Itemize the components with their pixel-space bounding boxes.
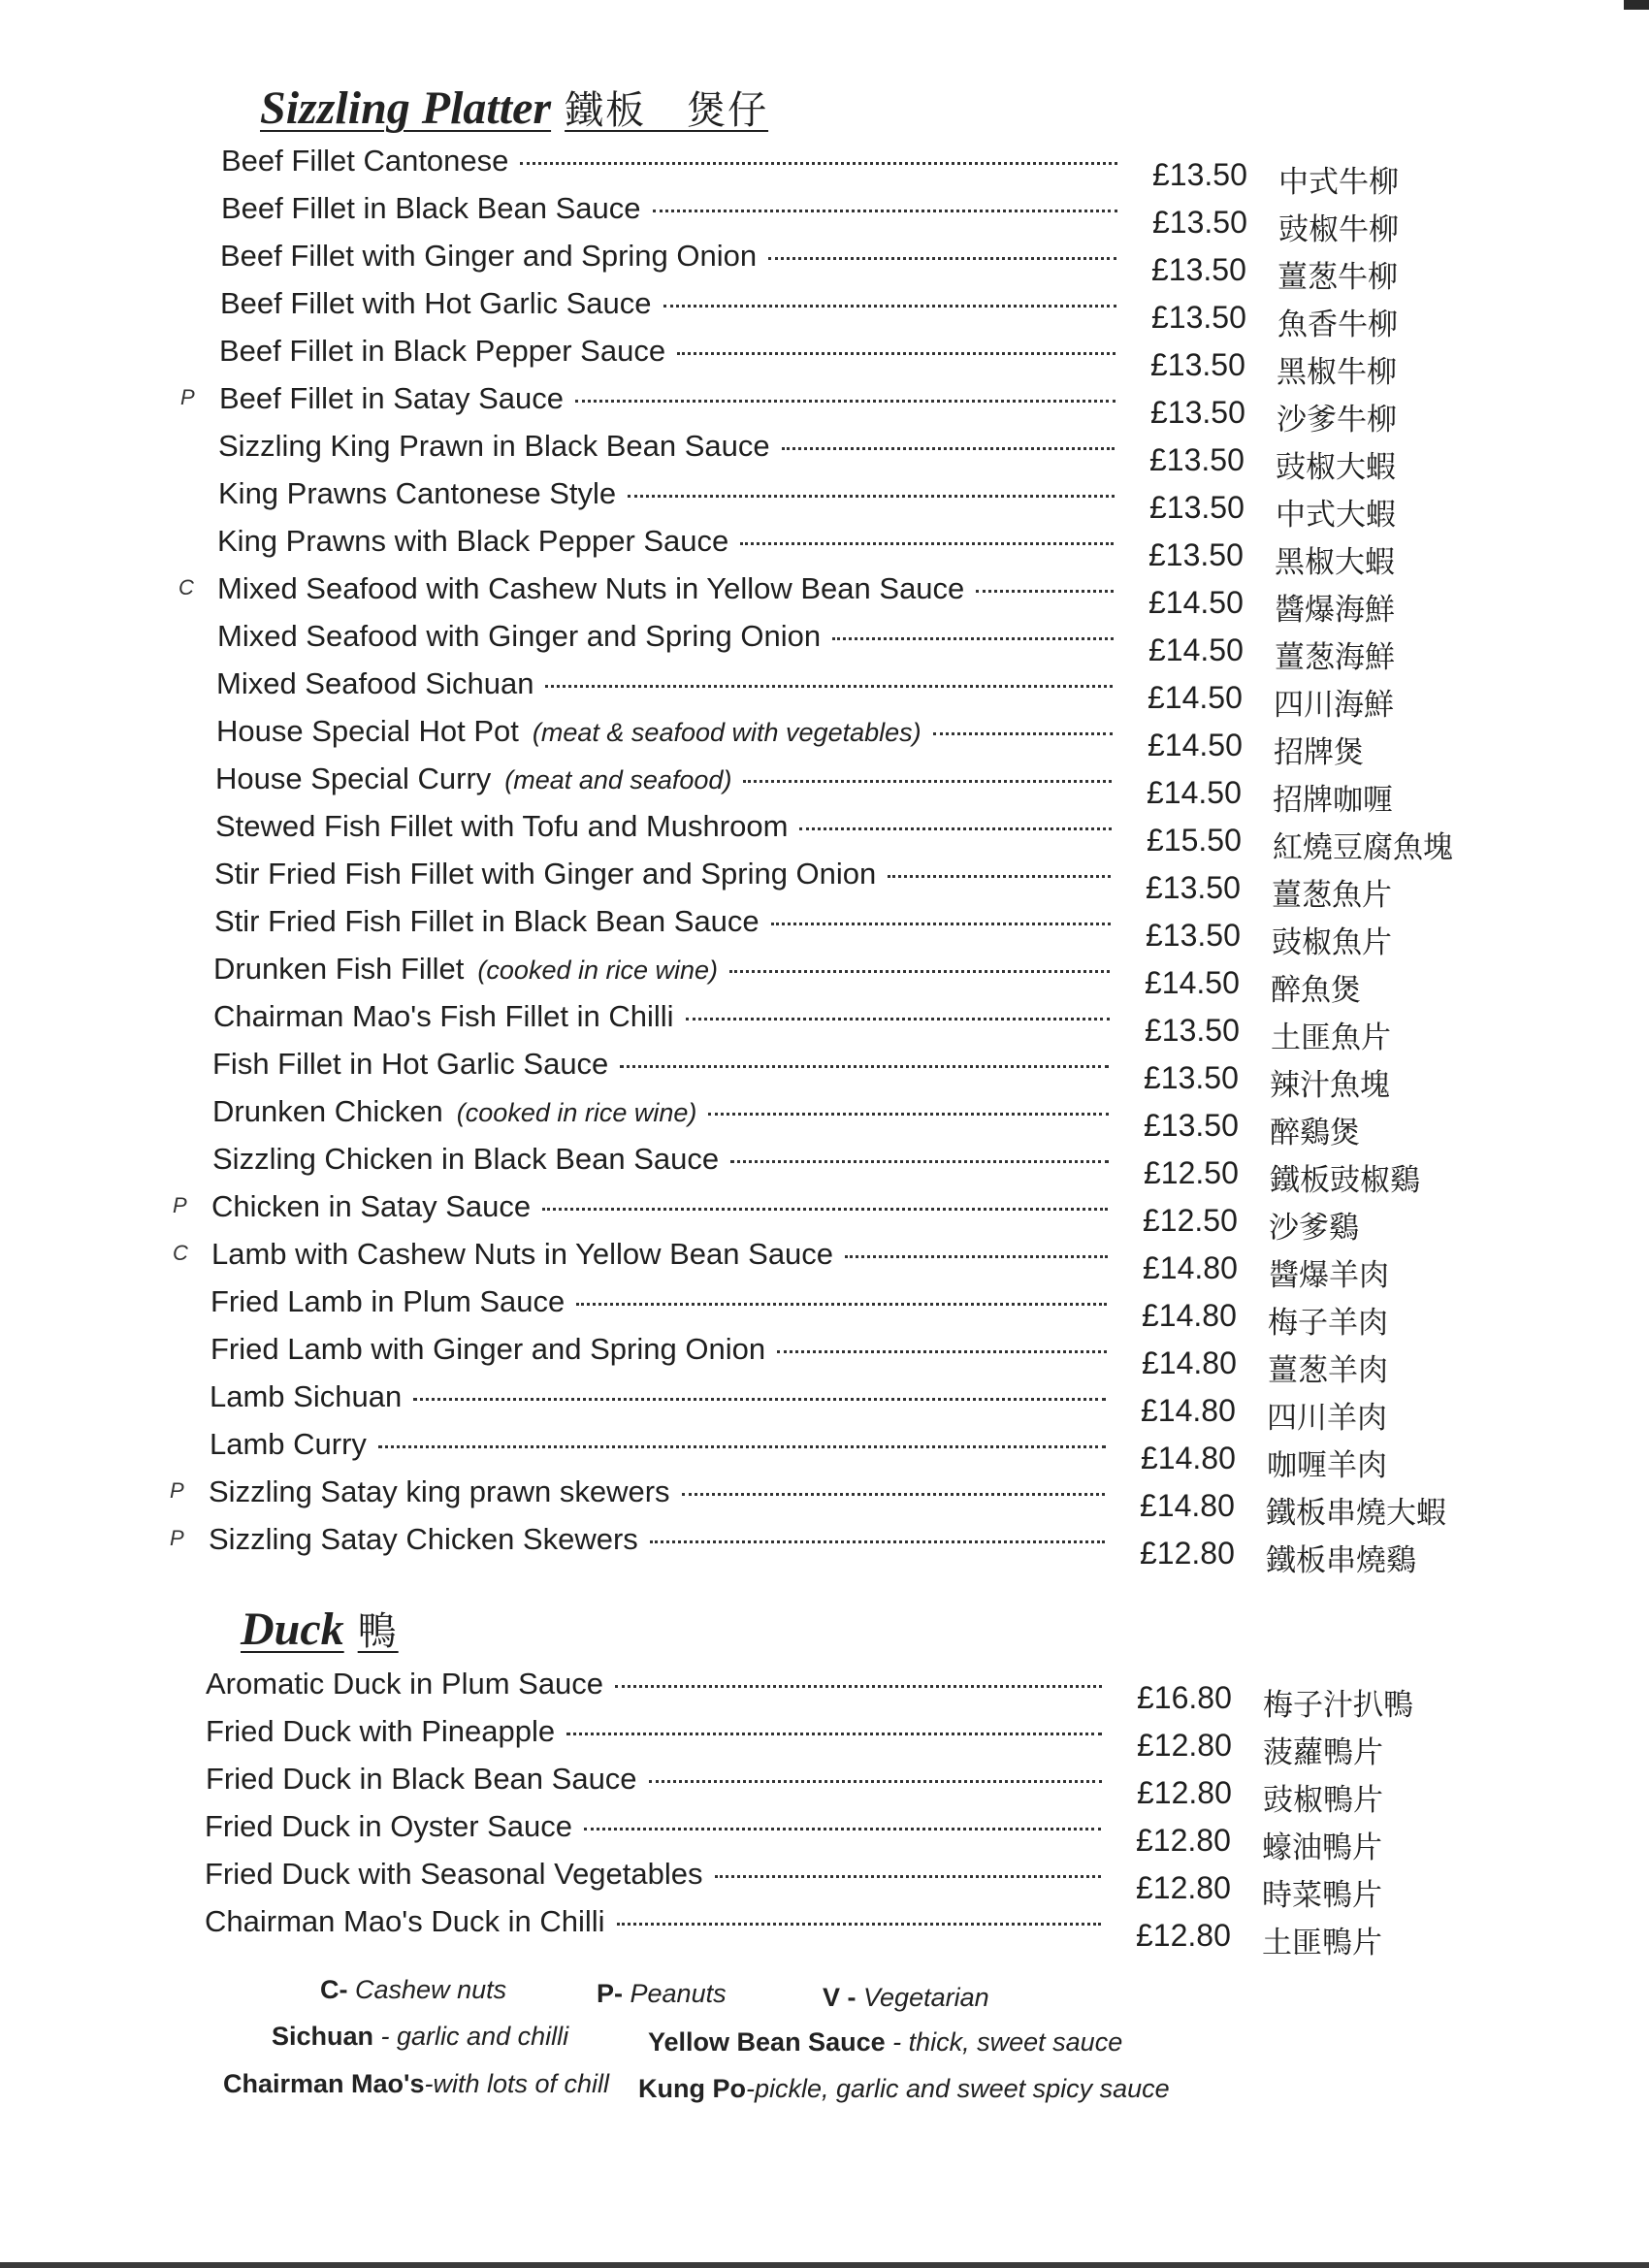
menu-item (178, 571, 1478, 628)
item-chinese-name: 黑椒大蝦 (1275, 545, 1395, 580)
scan-edge-mark (1624, 0, 1649, 10)
item-name-line (213, 999, 1116, 1038)
item-chinese-name: 薑葱海鮮 (1275, 640, 1395, 675)
menu-item (178, 714, 1477, 770)
dot-leader (615, 1684, 1102, 1688)
item-price: £14.80 (1141, 1393, 1236, 1428)
menu-item (167, 1714, 1467, 1770)
dot-leader (686, 1017, 1111, 1021)
menu-item (182, 191, 1482, 247)
menu-item (171, 1427, 1471, 1483)
dot-leader (771, 922, 1111, 925)
item-name-line (220, 239, 1122, 277)
item-chinese-name: 土匪魚片 (1271, 1021, 1391, 1055)
item-name: Lamb Sichuan (210, 1379, 403, 1413)
item-chinese-name: 咖喱羊肉 (1267, 1448, 1387, 1483)
item-price: £13.50 (1149, 490, 1245, 525)
item-chinese-name: 豉椒大蝦 (1276, 450, 1396, 485)
item-chinese-name: 招牌煲 (1274, 735, 1364, 770)
item-price: £14.80 (1140, 1488, 1235, 1523)
item-price: £15.50 (1147, 823, 1242, 858)
item-price: £13.50 (1144, 1060, 1239, 1095)
item-chinese-name: 沙爹牛柳 (1277, 403, 1397, 437)
item-chinese-name: 菠蘿鴨片 (1263, 1735, 1383, 1770)
menu-item (173, 1237, 1472, 1293)
item-chinese-name: 沙爹鷄 (1269, 1211, 1359, 1246)
item-chinese-name: 薑葱牛柳 (1277, 260, 1398, 295)
dot-leader (976, 589, 1114, 593)
menu-item (181, 239, 1481, 295)
item-name: Lamb Curry (210, 1427, 367, 1461)
item-name: Fish Fillet in Hot Garlic Sauce (212, 1047, 609, 1081)
item-price: £13.50 (1152, 157, 1247, 192)
legend-kung-po: Kung Po-pickle, garlic and sweet spicy sauce (638, 2074, 1170, 2103)
dot-leader (715, 1874, 1101, 1878)
dot-leader (729, 969, 1110, 973)
item-chinese-name: 醉魚煲 (1271, 973, 1361, 1008)
menu-item (166, 1904, 1466, 1960)
item-note: (cooked in rice wine) (456, 1098, 697, 1127)
item-name-line (219, 334, 1121, 373)
item-chinese-name: 豉椒鴨片 (1263, 1783, 1383, 1818)
item-price: £12.80 (1137, 1728, 1232, 1763)
item-name-line (205, 1809, 1107, 1848)
legend-peanuts: P- Peanuts (597, 1979, 727, 2008)
dot-leader (617, 1922, 1102, 1926)
item-name: House Special Curry (215, 761, 492, 795)
item-name-line (212, 1094, 1115, 1133)
item-name-line (215, 809, 1117, 848)
item-name: Beef Fillet in Black Bean Sauce (221, 191, 641, 225)
allergen-marker: P (170, 1478, 184, 1503)
item-name-line (206, 1714, 1108, 1753)
item-chinese-name: 醬爆海鮮 (1275, 593, 1395, 628)
item-price: £14.50 (1148, 585, 1244, 620)
dot-leader (575, 399, 1116, 403)
item-name-line (214, 904, 1116, 943)
item-chinese-name: 四川羊肉 (1267, 1401, 1387, 1436)
item-name-line (217, 524, 1119, 563)
item-chinese-name: 蠔油鴨片 (1262, 1831, 1382, 1865)
item-price: £14.50 (1148, 728, 1243, 762)
menu-item (176, 904, 1475, 960)
item-price: £13.50 (1150, 347, 1245, 382)
menu-item (177, 809, 1476, 865)
item-name-line (209, 1474, 1111, 1513)
item-name: Beef Fillet with Ginger and Spring Onion (220, 239, 758, 273)
allergen-marker: P (170, 1526, 184, 1550)
duck-title-zh: 鴨 (357, 1609, 399, 1654)
dot-leader (677, 351, 1116, 355)
item-name-line (211, 1237, 1114, 1276)
item-price: £14.50 (1145, 965, 1240, 1000)
legend-chairman-mao: Chairman Mao's-with lots of chill (223, 2069, 610, 2098)
menu-item (167, 1667, 1467, 1723)
item-name-line (205, 1857, 1107, 1895)
sizzling-title-zh: 鐵板 煲仔 (565, 88, 769, 133)
item-chinese-name: 四川海鮮 (1274, 688, 1394, 723)
item-name-line (210, 1379, 1112, 1418)
item-name: Drunken Chicken (212, 1094, 443, 1128)
dot-leader (888, 874, 1111, 878)
item-name-line (221, 144, 1123, 182)
item-chinese-name: 時菜鴨片 (1262, 1878, 1382, 1913)
menu-item (175, 952, 1474, 1008)
item-chinese-name: 鐵板串燒大蝦 (1266, 1496, 1446, 1531)
menu-item (170, 1474, 1470, 1531)
item-chinese-name: 醉鷄煲 (1270, 1116, 1360, 1150)
duck-heading (241, 1601, 399, 1656)
item-name: Drunken Fish Fillet (213, 952, 465, 986)
allergen-marker: C (173, 1241, 188, 1265)
menu-item (178, 524, 1478, 580)
item-name: House Special Hot Pot (216, 714, 519, 748)
item-chinese-name: 薑葱羊肉 (1268, 1353, 1388, 1388)
item-name: Fried Duck with Pineapple (206, 1714, 556, 1748)
item-name: Fried Duck in Black Bean Sauce (206, 1762, 637, 1796)
menu-item (166, 1809, 1466, 1865)
item-name-line (210, 1284, 1113, 1323)
dot-leader (832, 636, 1114, 640)
item-name: Sizzling Satay Chicken Skewers (209, 1522, 638, 1556)
dot-leader (620, 1064, 1109, 1068)
dot-leader (649, 1779, 1102, 1783)
item-name: King Prawns Cantonese Style (218, 476, 617, 510)
menu-item (178, 619, 1478, 675)
item-chinese-name: 薑葱魚片 (1272, 878, 1392, 913)
item-name: Beef Fillet in Satay Sauce (219, 381, 564, 415)
menu-item (172, 1332, 1471, 1388)
dot-leader (782, 446, 1115, 450)
dot-leader (799, 826, 1112, 830)
dot-leader (682, 1492, 1105, 1496)
item-chinese-name: 豉椒魚片 (1272, 925, 1392, 960)
item-name: Mixed Seafood with Ginger and Spring Onion (217, 619, 822, 653)
legend-yellow-bean: Yellow Bean Sauce - thick, sweet sauce (648, 2027, 1123, 2057)
item-name-line (217, 571, 1119, 610)
menu-item (172, 1284, 1471, 1341)
item-price: £13.50 (1151, 252, 1246, 287)
item-name: Beef Fillet in Black Pepper Sauce (219, 334, 666, 368)
item-name: Chairman Mao's Fish Fillet in Chilli (213, 999, 674, 1033)
menu-item (177, 761, 1476, 818)
item-name: Sizzling King Prawn in Black Bean Sauce (218, 429, 770, 463)
item-name: Fried Lamb in Plum Sauce (210, 1284, 566, 1318)
item-name-line (218, 476, 1120, 515)
menu-item (180, 381, 1480, 437)
item-name-line (209, 1522, 1111, 1561)
item-price: £13.50 (1152, 205, 1247, 240)
item-price: £14.80 (1143, 1250, 1238, 1285)
scan-bottom-edge (0, 2262, 1649, 2268)
item-price: £16.80 (1137, 1680, 1232, 1715)
legend-sichuan: Sichuan - garlic and chilli (272, 2022, 569, 2051)
dot-leader (777, 1349, 1107, 1353)
dot-leader (768, 256, 1116, 260)
item-name: Beef Fillet with Hot Garlic Sauce (220, 286, 652, 320)
item-chinese-name: 鐵板豉椒鷄 (1270, 1163, 1420, 1198)
item-price: £13.50 (1150, 395, 1245, 430)
allergen-marker: C (178, 575, 194, 599)
menu-item (175, 999, 1474, 1055)
dot-leader (845, 1254, 1108, 1258)
item-price: £12.50 (1143, 1203, 1238, 1238)
menu-item (166, 1857, 1466, 1913)
item-chinese-name: 紅燒豆腐魚塊 (1273, 830, 1453, 865)
item-name-line (211, 1189, 1114, 1228)
menu-item (182, 144, 1482, 200)
item-price: £12.80 (1136, 1870, 1231, 1905)
allergen-marker: P (173, 1193, 187, 1217)
item-name-line (220, 286, 1122, 325)
legend-cashew: C- Cashew nuts (320, 1975, 507, 2004)
item-name-line (212, 1047, 1115, 1085)
dot-leader (542, 1207, 1108, 1211)
item-name-line (219, 381, 1121, 420)
item-name-line (212, 1142, 1115, 1181)
dot-leader (743, 779, 1112, 783)
dot-leader (520, 161, 1117, 165)
dot-leader (663, 304, 1116, 308)
item-name: Sizzling Chicken in Black Bean Sauce (212, 1142, 720, 1176)
item-name: Fried Lamb with Ginger and Spring Onion (210, 1332, 766, 1366)
item-name-line (217, 619, 1119, 658)
dot-leader (933, 731, 1113, 735)
menu-item (173, 1189, 1472, 1246)
dot-leader (413, 1397, 1106, 1401)
item-price: £14.50 (1148, 680, 1243, 715)
item-price: £13.50 (1144, 1108, 1239, 1143)
item-name: Stewed Fish Fillet with Tofu and Mushroom (215, 809, 789, 843)
item-chinese-name: 黑椒牛柳 (1277, 355, 1397, 390)
menu-item (179, 429, 1479, 485)
legend-vegetarian: V - Vegetarian (823, 1983, 989, 2012)
item-price: £13.50 (1145, 1013, 1240, 1048)
item-price: £13.50 (1151, 300, 1246, 335)
menu-item (180, 334, 1480, 390)
menu-item (171, 1379, 1471, 1436)
menu-item (181, 286, 1481, 342)
item-name: Beef Fillet Cantonese (221, 144, 509, 178)
item-name: Lamb with Cashew Nuts in Yellow Bean Sauce (211, 1237, 834, 1271)
item-chinese-name: 辣汁魚塊 (1270, 1068, 1390, 1103)
menu-item (178, 666, 1477, 723)
item-name: Chicken in Satay Sauce (211, 1189, 532, 1223)
item-chinese-name: 梅子羊肉 (1268, 1306, 1388, 1341)
dot-leader (545, 684, 1113, 688)
menu-item (174, 1047, 1473, 1103)
item-name-line (215, 761, 1117, 800)
dot-leader (566, 1732, 1102, 1735)
item-name: Fried Duck with Seasonal Vegetables (205, 1857, 703, 1891)
item-name-line (218, 429, 1120, 468)
item-name-line (206, 1762, 1108, 1800)
item-name-line (210, 1427, 1112, 1466)
item-price: £14.80 (1141, 1441, 1236, 1475)
item-price: £12.80 (1136, 1918, 1231, 1953)
item-name: Fried Duck in Oyster Sauce (205, 1809, 573, 1843)
item-name-line (213, 952, 1116, 990)
item-price: £13.50 (1149, 442, 1245, 477)
item-name-line (206, 1667, 1108, 1705)
item-name: Mixed Seafood with Cashew Nuts in Yellow Bean Sauce (217, 571, 965, 605)
menu-item (179, 476, 1479, 533)
item-price: £14.50 (1147, 775, 1242, 810)
item-name: King Prawns with Black Pepper Sauce (217, 524, 729, 558)
dot-leader (628, 494, 1115, 498)
item-chinese-name: 梅子汁扒鴨 (1263, 1688, 1413, 1723)
item-chinese-name: 招牌咖喱 (1273, 783, 1393, 818)
item-price: £13.50 (1146, 918, 1241, 953)
dot-leader (708, 1112, 1109, 1116)
item-price: £12.80 (1140, 1536, 1235, 1571)
menu-item (174, 1142, 1473, 1198)
sizzling-title-en: Sizzling Platter (260, 82, 552, 134)
dot-leader (576, 1302, 1107, 1306)
item-name-line (210, 1332, 1113, 1371)
item-price: £14.80 (1142, 1345, 1237, 1380)
dot-leader (584, 1827, 1101, 1831)
item-chinese-name: 醬爆羊肉 (1269, 1258, 1389, 1293)
dot-leader (740, 541, 1114, 545)
item-chinese-name: 鐵板串燒鷄 (1266, 1543, 1416, 1578)
item-note: (meat & seafood with vegetables) (532, 718, 922, 747)
item-price: £13.50 (1148, 537, 1244, 572)
dot-leader (653, 209, 1117, 212)
sizzling-platter-heading (260, 80, 768, 135)
dot-leader (650, 1539, 1105, 1543)
item-name: Stir Fried Fish Fillet with Ginger and Spring Onion (214, 857, 877, 891)
allergen-marker: P (180, 385, 195, 409)
item-chinese-name: 豉椒牛柳 (1278, 212, 1399, 247)
item-name-line (221, 191, 1123, 230)
item-chinese-name: 土匪鴨片 (1262, 1926, 1382, 1960)
item-price: £13.50 (1146, 870, 1241, 905)
item-chinese-name: 中式牛柳 (1278, 165, 1399, 200)
item-chinese-name: 中式大蝦 (1276, 498, 1396, 533)
item-name-line (216, 666, 1118, 705)
item-price: £12.50 (1144, 1155, 1239, 1190)
item-name-line (216, 714, 1118, 753)
menu-item (174, 1094, 1473, 1150)
item-price: £12.80 (1136, 1823, 1231, 1858)
menu-item (176, 857, 1475, 913)
item-name: Mixed Seafood Sichuan (216, 666, 534, 700)
item-price: £14.80 (1142, 1298, 1237, 1333)
item-price: £14.50 (1148, 632, 1244, 667)
item-name: Stir Fried Fish Fillet in Black Bean Sauce (214, 904, 760, 938)
dot-leader (378, 1444, 1106, 1448)
duck-title-en: Duck (241, 1604, 344, 1655)
menu-item (170, 1522, 1470, 1578)
item-name: Aromatic Duck in Plum Sauce (206, 1667, 604, 1701)
item-name: Chairman Mao's Duck in Chilli (205, 1904, 605, 1938)
item-chinese-name: 魚香牛柳 (1277, 308, 1398, 342)
item-name: Sizzling Satay king prawn skewers (209, 1474, 670, 1508)
menu-item (167, 1762, 1467, 1818)
item-note: (meat and seafood) (504, 765, 732, 794)
item-name-line (205, 1904, 1107, 1943)
item-name-line (214, 857, 1116, 895)
item-note: (cooked in rice wine) (477, 956, 719, 985)
dot-leader (730, 1159, 1109, 1163)
item-price: £12.80 (1137, 1775, 1232, 1810)
